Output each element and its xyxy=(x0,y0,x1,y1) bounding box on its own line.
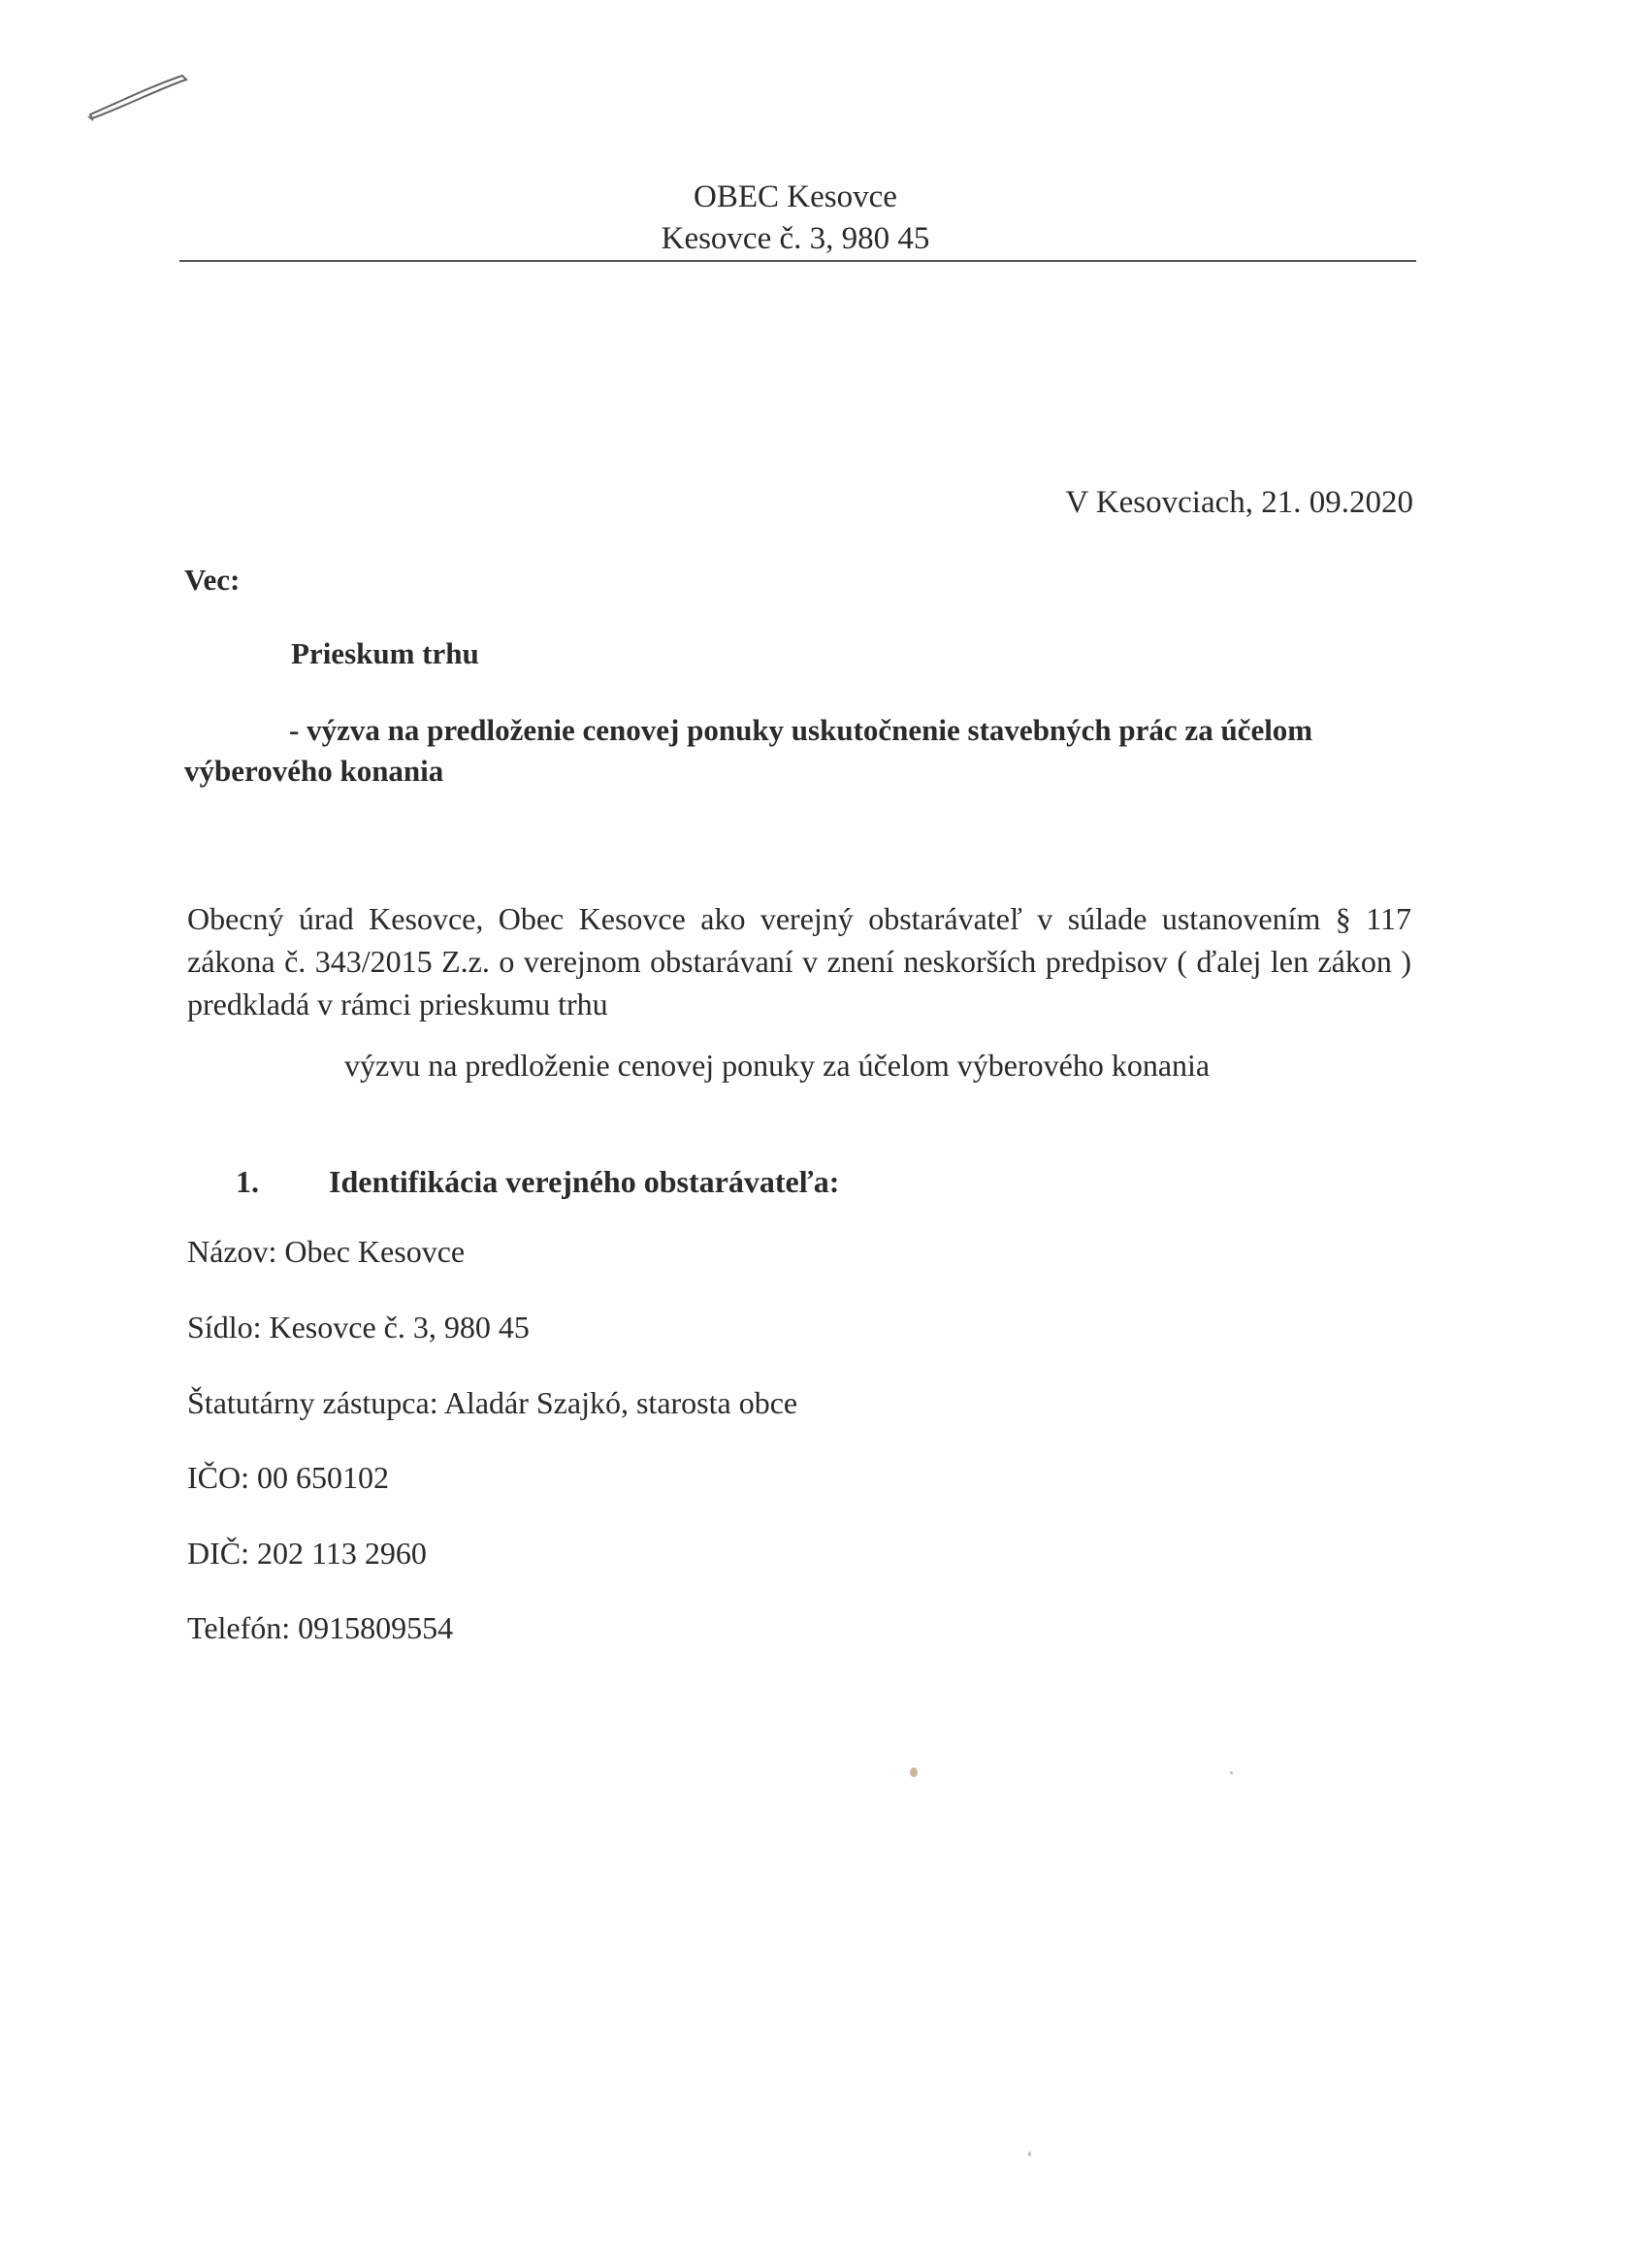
section-1-number: 1. xyxy=(236,1164,259,1199)
pen-stroke-mark xyxy=(85,68,192,126)
intro-paragraph: Obecný úrad Kesovce, Obec Kesovce ako verejný obstarávateľ v súlade ustanovením § 117 zákona č. 343/2015 Z.z. o verejnom obstarávaní v znení neskorších predpisov ( ďalej len zákon ) predkladá v rámci prieskumu trhu xyxy=(187,901,1411,1021)
subject-label: Vec: xyxy=(184,563,241,597)
field-telefon: Telefón: 0915809554 xyxy=(187,1610,454,1645)
letterhead xyxy=(0,177,1591,260)
field-ico: IČO: 00 650102 xyxy=(187,1460,389,1495)
letterhead-org-name: OBEC Kesovce xyxy=(694,179,897,214)
field-nazov: Názov: Obec Kesovce xyxy=(187,1234,466,1269)
section-1-heading xyxy=(236,1164,839,1200)
letterhead-divider xyxy=(179,260,1416,262)
scan-speck xyxy=(1028,2152,1031,2156)
field-sidlo: Sídlo: Kesovce č. 3, 980 45 xyxy=(187,1310,530,1345)
intro-centered-line: výzvu na predloženie cenovej ponuky za účelom výberového konania xyxy=(344,1048,1211,1083)
field-dic: DIČ: 202 113 2960 xyxy=(187,1536,427,1571)
scan-speck xyxy=(1230,1771,1233,1774)
subject-title: Prieskum trhu xyxy=(291,636,479,670)
section-1-title: Identifikácia verejného obstarávateľa: xyxy=(329,1164,840,1199)
date-line: V Kesovciach, 21. 09.2020 xyxy=(1065,485,1413,520)
field-statutarny-zastupca: Štatutárny zástupca: Aladár Szajkó, starosta obce xyxy=(187,1385,798,1420)
scan-speck xyxy=(910,1767,918,1777)
letterhead-address: Kesovce č. 3, 980 45 xyxy=(661,221,930,256)
subject-text: - výzva na predloženie cenovej ponuky uskutočnenie stavebných prác za účelom výberového konania xyxy=(184,713,1313,788)
